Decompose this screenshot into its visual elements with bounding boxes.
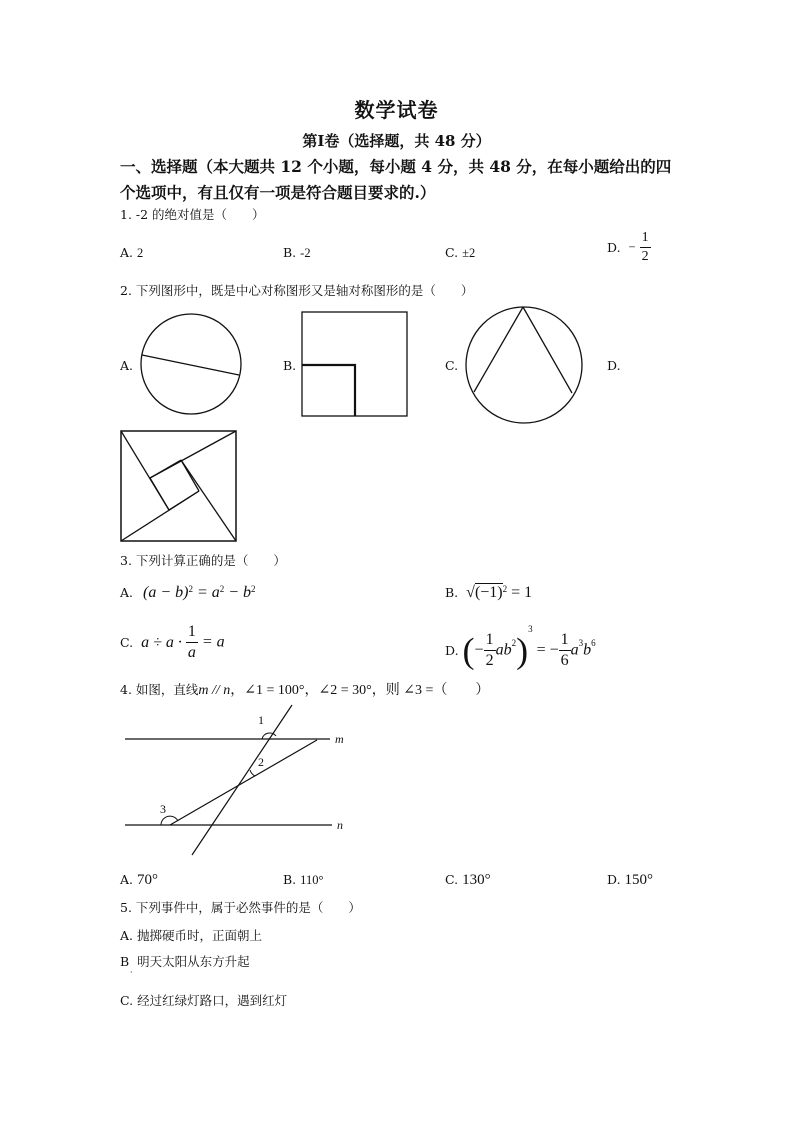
option-text: 抛掷硬币时，正面朝上	[137, 928, 263, 943]
exp: 2	[511, 638, 517, 648]
option-label: C.	[445, 245, 459, 260]
option-label: B.	[283, 872, 297, 887]
q2-option-d-label: D.	[607, 358, 621, 373]
section-instructions: 一、选择题（本大题共 12 个小题，每小题 4 分，共 48 分，在每小题给出的四个选项中，有且仅有一项是符合题目要求的.）	[120, 157, 672, 202]
option-label: C.	[120, 635, 134, 650]
q5-option-c	[120, 991, 287, 1009]
part-subtitle: 第Ⅰ卷（选择题，共 48 分）	[302, 132, 491, 150]
outer-exp: 3	[528, 624, 533, 634]
option-label: C.	[120, 993, 134, 1008]
exp: 3	[578, 638, 584, 648]
expr-rhs: = 1	[511, 584, 533, 602]
numerator: 1	[559, 632, 571, 651]
right-paren: )	[516, 630, 529, 671]
option-text: 70°	[137, 872, 158, 888]
denominator: a	[187, 644, 196, 661]
question-2-stem: 2. 下列图形中，既是中心对称图形又是轴对称图形的是（ ）	[120, 283, 474, 298]
option-label: D.	[445, 643, 459, 658]
exp: 2	[251, 584, 256, 594]
minus-sign: −	[628, 240, 636, 254]
q2-option-a-label: A.	[120, 358, 134, 373]
expr-rhs-b: − b	[224, 584, 252, 602]
expr-lhs: a ÷ a ·	[141, 633, 182, 651]
q4-option-c	[445, 872, 491, 889]
q5-option-b	[120, 952, 250, 970]
exp: 6	[591, 638, 596, 648]
line-m-label: m	[335, 732, 344, 746]
option-label: B.	[445, 585, 459, 601]
question-5-stem: 5. 下列事件中，属于必然事件的是（ ）	[120, 900, 361, 915]
page-title: 数学试卷	[354, 98, 439, 122]
option-label: D.	[607, 872, 621, 887]
option-text: 经过红绿灯路口，遇到红灯	[137, 993, 288, 1008]
angle-2-label: 2	[258, 755, 264, 769]
q5-option-a	[120, 926, 262, 944]
option-label: A.	[120, 585, 134, 601]
option-label: B	[120, 954, 130, 969]
left-paren: (	[462, 630, 475, 671]
option-label: A.	[120, 872, 134, 887]
inner-rest: ab	[495, 641, 512, 659]
line-n-label: n	[337, 818, 343, 832]
question-3-stem: 3. 下列计算正确的是（ ）	[120, 553, 286, 568]
option-text: 110°	[300, 873, 324, 887]
rhs-a: a	[570, 641, 579, 659]
sqrt-sign: √	[466, 584, 475, 602]
expr-rhs-a: = a	[196, 584, 220, 602]
exp: 2	[502, 584, 508, 594]
numerator: 1	[484, 632, 496, 651]
option-text: 130°	[462, 872, 491, 888]
equals-minus: = −	[536, 641, 559, 659]
denominator: 2	[641, 249, 649, 264]
denominator: 2	[485, 652, 494, 669]
radicand: (−1)	[474, 584, 503, 602]
option-text: ±2	[462, 246, 476, 260]
option-text: -2	[300, 246, 311, 260]
option-text: 明天太阳从东方升起	[137, 954, 250, 969]
question-1-stem: 1. -2 的绝对值是（ ）	[120, 207, 265, 222]
stem-prefix: 4. 如图，直线	[120, 682, 199, 697]
option-label: C.	[445, 872, 459, 887]
denominator: 6	[560, 652, 569, 669]
q4-option-b	[283, 872, 323, 888]
inner-sign: −	[474, 641, 484, 659]
q2-option-c-label: C.	[445, 358, 459, 373]
option-text: 2	[137, 246, 144, 260]
stem-rest: ，∠1 = 100°，∠2 = 30°，则 ∠3 =（ ）	[230, 683, 490, 698]
expr-lhs: (a − b)	[143, 584, 189, 602]
q4-option-a	[120, 872, 158, 889]
option-text: 150°	[624, 872, 654, 888]
rhs-b: b	[583, 641, 592, 659]
option-label: A.	[120, 928, 134, 943]
option-label: A.	[120, 245, 134, 260]
stray-dot: ·	[130, 968, 133, 977]
option-label: B.	[283, 245, 297, 260]
q2-option-b-label: B.	[283, 358, 297, 373]
expr-rhs: = a	[201, 633, 225, 651]
stem-math: m // n	[198, 683, 231, 698]
exp: 2	[188, 584, 193, 594]
angle-3-label: 3	[160, 802, 166, 816]
numerator: 1	[186, 624, 198, 643]
angle-1-label: 1	[258, 713, 264, 727]
numerator: 1	[640, 231, 651, 248]
q4-option-d	[607, 872, 653, 889]
exp: 2	[219, 584, 225, 594]
option-label: D.	[607, 240, 621, 255]
